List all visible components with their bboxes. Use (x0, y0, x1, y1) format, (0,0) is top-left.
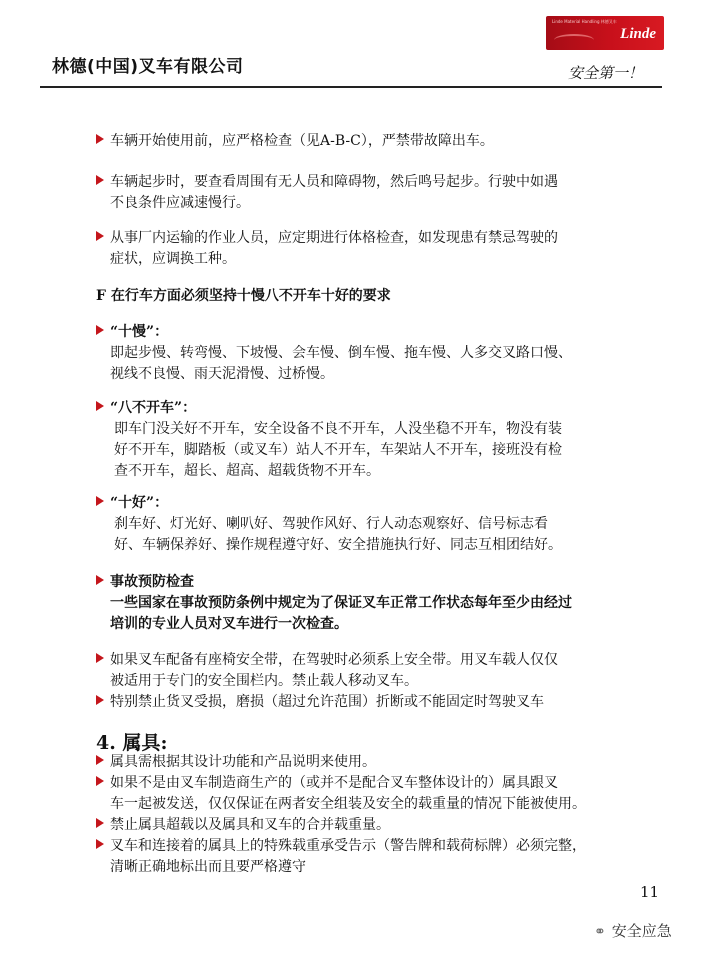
list-item: 车辆起步时，要查看周围有无人员和障碍物，然后鸣号起步。行驶中如遇 不良条件应减速慢行。 (96, 172, 676, 214)
header-divider (40, 86, 662, 88)
logo-swoosh (554, 34, 594, 46)
wechat-icon: ⚭ (594, 924, 606, 940)
bullet-arrow-icon (96, 755, 104, 765)
list-item: “十好”： 刹车好、灯光好、喇叭好、驾驶作风好、行人动态观察好、信号标志看 好、车辆保养好、操作规程遵守好、安全措施执行好、同志互相团结好。 (96, 493, 676, 556)
page-header (0, 0, 720, 100)
bullet-arrow-icon (96, 818, 104, 828)
list-item: 车辆开始使用前，应严格检查（见A-B-C），严禁带故障出车。 (96, 131, 676, 152)
list-item: “八不开车”： 即车门没关好不开车，安全设备不良不开车，人没坐稳不开车，物没有装 好不开车，脚踏板（或叉车）站人不开车，车架站人不开车，接班没有检 查不开车，超长、超高、超载货物不开车。 (96, 398, 676, 482)
page-number: 11 (640, 883, 660, 901)
list-item: 从事厂内运输的作业人员，应定期进行体格检查，如发现患有禁忌驾驶的 症状，应调换工种。 (96, 228, 676, 270)
bullet-arrow-icon (96, 839, 104, 849)
linde-logo (546, 16, 664, 50)
list-item: “十慢”： 即起步慢、转弯慢、下坡慢、会车慢、倒车慢、拖车慢、人多交叉路口慢、 视线不良慢、雨天泥滑慢、过桥慢。 (96, 322, 676, 385)
watermark: ⚭ 安全应急 (594, 922, 672, 940)
section-4-list: 属具需根据其设计功能和产品说明来使用。 如果不是由叉车制造商生产的（或并不是配合叉车整体设计的）属具跟叉 车一起被发送，仅仅保证在两者安全组装及安全的载重量的情况下能被使用。 禁止属具超载以及属具和叉车的合并载重量。 叉车和连接着的属具上的特殊载重承受告示（警告牌和载荷标牌）必须完整， 清晰正确地标出而且要严格遵守 (96, 752, 676, 878)
bullet-arrow-icon (96, 653, 104, 663)
bullet-arrow-icon (96, 231, 104, 241)
logo-text: Linde (620, 26, 656, 42)
bullet-arrow-icon (96, 134, 104, 144)
section-4-title: 4. 属具: (96, 732, 168, 754)
company-name: 林德(中国)叉车有限公司 (52, 57, 244, 77)
bullet-arrow-icon (96, 175, 104, 185)
section-f-heading: F 在行车方面必须坚持十慢八不开车十好的要求 (96, 288, 391, 304)
bullet-arrow-icon (96, 325, 104, 335)
bullet-arrow-icon (96, 401, 104, 411)
list-item: 如果叉车配备有座椅安全带，在驾驶时必须系上安全带。用叉车载人仅仅 被适用于专门的安全围栏内。禁止载人移动叉车。 特别禁止货叉受损，磨损（超过允许范围）折断或不能固定时驾驶叉车 (96, 650, 676, 713)
prevention-block: 事故预防检查 一些国家在事故预防条例中规定为了保证叉车正常工作状态每年至少由经过 培训的专业人员对叉车进行一次检查。 (96, 572, 676, 635)
safety-slogan: 安全第一！ (568, 64, 644, 82)
bullet-arrow-icon (96, 695, 104, 705)
bullet-arrow-icon (96, 575, 104, 585)
bullet-arrow-icon (96, 776, 104, 786)
bullet-arrow-icon (96, 496, 104, 506)
logo-small-text: Linde Material Handling 林德叉车 (552, 19, 617, 24)
